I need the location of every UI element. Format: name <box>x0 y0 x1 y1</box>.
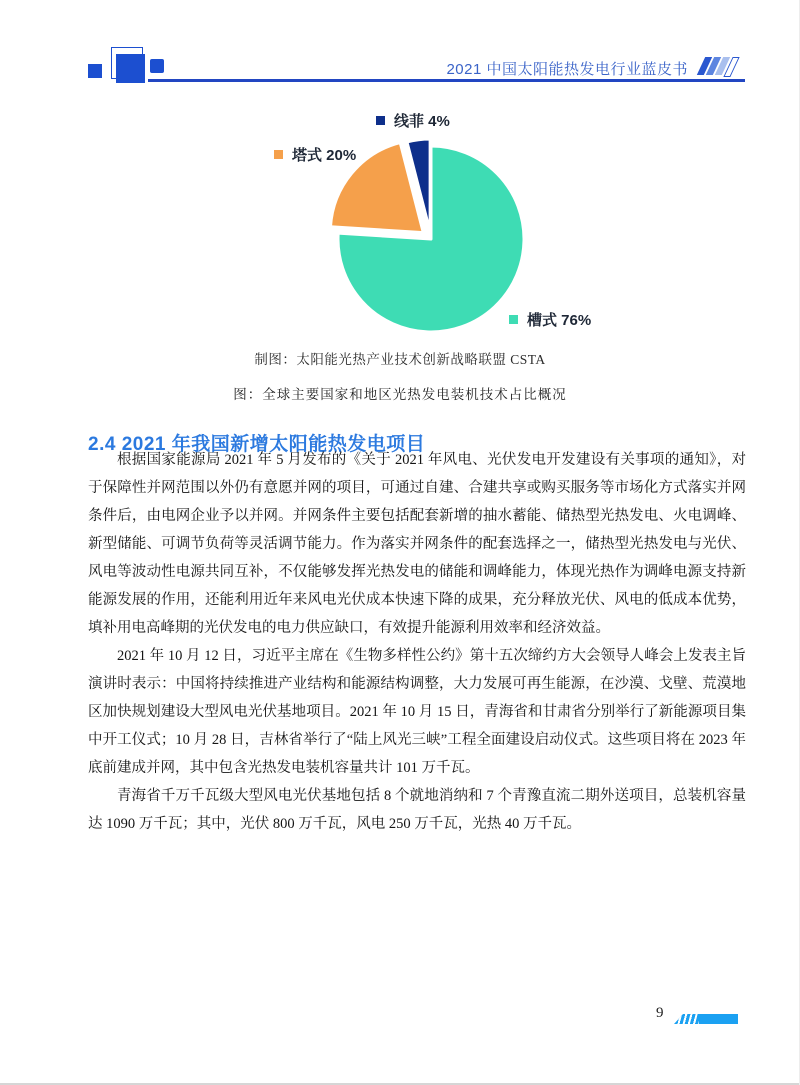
logo-square-fill-icon <box>116 54 145 83</box>
footer-bar <box>674 1014 738 1024</box>
pie-chart <box>262 103 602 343</box>
chart-source-note: 制图：太阳能光热产业技术创新战略联盟 CSTA <box>254 352 546 367</box>
section-heading: 2.4 2021 年我国新增太阳能热发电项目 <box>88 433 426 455</box>
legend-label: 槽式 76% <box>527 312 592 329</box>
legend-item-tashi <box>274 144 356 165</box>
page-number: 9 <box>656 1005 664 1021</box>
legend-marker-icon <box>274 150 283 159</box>
header-rule <box>148 79 745 82</box>
header-title: 2021 中国太阳能热发电行业蓝皮书 <box>446 61 688 78</box>
logo-square-small-right-icon <box>150 59 164 73</box>
footer-bar-stripes-icon <box>677 1014 699 1024</box>
legend-label: 线菲 4% <box>394 113 450 130</box>
paragraph: 2021 年 10 月 12 日，习近平主席在《生物多样性公约》第十五次缔约方大会领导人峰会上发表主旨演讲时表示：中国将持续推进产业结构和能源结构调整，大力发展可再生能源，在沙漠、戈壁、荒漠地区加快规划建设大型风电光伏基地项目。2021 年 10 月 15 日，青海省和甘肃省分别举行了新能源项目集中开工仪式；10 月 28 日，吉林省举行了“陆上风光三峡”工程全面建设启动仪式。这些项目将在 2023 年底前建成并网，其中包含光热发电装机容量共计 101 万千瓦。 <box>88 648 746 776</box>
paragraph: 青海省千万千瓦级大型风电光伏基地包括 8 个就地消纳和 7 个青豫直流二期外送项目，总装机容量达 1090 万千瓦；其中，光伏 800 万千瓦，风电 250 万千瓦，光热 40 万千瓦。 <box>88 788 746 832</box>
body-text <box>88 446 746 838</box>
diagonal-stripes-icon <box>697 57 737 75</box>
legend-label: 塔式 20% <box>292 147 357 164</box>
publisher-logo <box>88 46 168 82</box>
logo-square-small-left-icon <box>88 64 102 78</box>
legend-item-xianfei <box>376 110 450 131</box>
legend-marker-icon <box>509 315 518 324</box>
legend-item-caoshi <box>509 309 591 330</box>
legend-marker-icon <box>376 116 385 125</box>
figure-caption: 图：全球主要国家和地区光热发电装机技术占比概况 <box>233 387 567 402</box>
paragraph: 根据国家能源局 2021 年 5 月发布的《关于 2021 年风电、光伏发电开发建设有关事项的通知》，对于保障性并网范围以外仍有意愿并网的项目，可通过自建、合建共享或购买服务等市场化方式落实并网条件后，由电网企业予以并网。并网条件主要包括配套新增的抽水蓄能、储热型光热发电、火电调峰、新型储能、可调节负荷等灵活调节能力。作为落实并网条件的配套选择之一，储热型光热发电与光伏、风电等波动性电源共同互补，不仅能够发挥光热发电的储能和调峰能力，体现光热作为调峰电源支持新能源发展的作用，还能利用近年来风电光伏成本快速下降的成果，充分释放光伏、风电的低成本优势，填补用电高峰期的光伏发电的电力供应缺口，有效提升能源利用效率和经济效益。 <box>88 452 746 636</box>
